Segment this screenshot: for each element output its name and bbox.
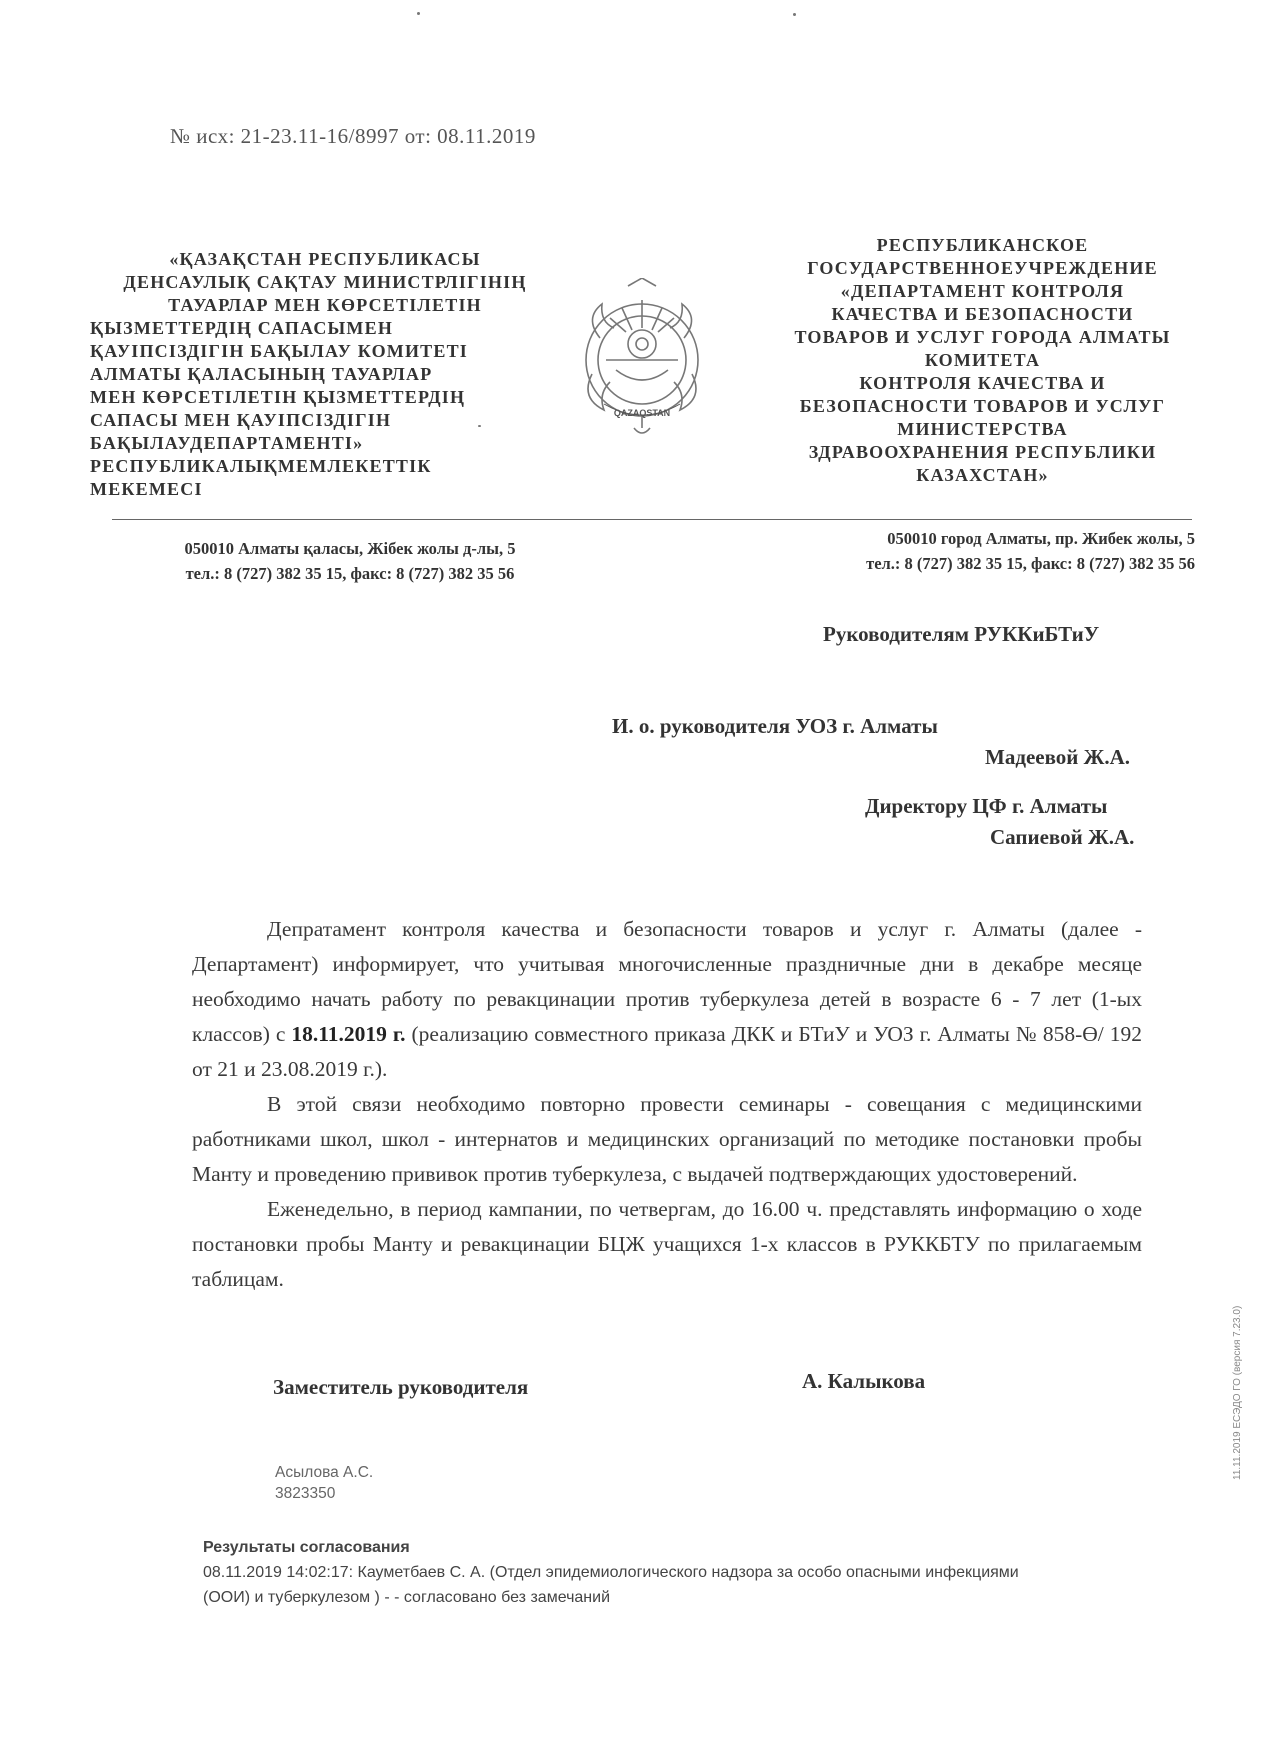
header-kazakh-line: РЕСПУБЛИКАЛЫҚМЕМЛЕКЕТТІК xyxy=(90,456,432,476)
state-emblem xyxy=(570,278,715,453)
recipient-name: Сапиевой Ж.А. xyxy=(990,825,1135,849)
header-russian xyxy=(775,234,1190,487)
header-kazakh-line: ТАУАРЛАР МЕН КӨРСЕТІЛЕТІН xyxy=(168,295,482,315)
start-date: 18.11.2019 г. xyxy=(291,1022,406,1046)
letter-body xyxy=(192,912,1142,1297)
header-kazakh-line: БАҚЫЛАУДЕПАРТАМЕНТІ» xyxy=(90,433,364,453)
header-kazakh-line: АЛМАТЫ ҚАЛАСЫНЫҢ ТАУАРЛАР xyxy=(90,364,433,384)
address-russian xyxy=(755,526,1195,576)
header-russian-line: КОНТРОЛЯ КАЧЕСТВА И xyxy=(859,373,1106,393)
scan-speck xyxy=(793,13,796,16)
approval-results xyxy=(203,1535,1163,1610)
recipient-line: И. о. руководителя УОЗ г. Алматы xyxy=(612,714,938,738)
recipient-name: Мадеевой Ж.А. xyxy=(985,745,1131,769)
header-russian-line: «ДЕПАРТАМЕНТ КОНТРОЛЯ xyxy=(840,281,1125,301)
executor-phone: 3823350 xyxy=(275,1485,336,1502)
executor-name: Асылова А.С. xyxy=(275,1464,374,1481)
address-kazakh xyxy=(115,536,585,586)
approval-line: 08.11.2019 14:02:17: Кауметбаев С. А. (Отдел эпидемиологического надзора за особо опасными инфекциями xyxy=(203,1564,1019,1581)
address-line: 050010 Алматы қаласы, Жібек жолы д-лы, 5 xyxy=(184,539,516,558)
header-russian-line: БЕЗОПАСНОСТИ ТОВАРОВ И УСЛУГ xyxy=(799,396,1166,416)
header-kazakh-line: ҚАУІПСІЗДІГІН БАҚЫЛАУ КОМИТЕТІ xyxy=(90,341,468,361)
executor-block xyxy=(275,1462,373,1504)
address-line: 050010 город Алматы, пр. Жибек жолы, 5 xyxy=(887,529,1195,548)
body-text: Депратамент контроля качества и безопасности товаров и услуг г. Алматы (далее - Департамент) информирует, что учитывая многочисленные праздничные дни в декабре месяце необходимо начать работу по ревакцинации против туберкулеза детей в возрасте 6 - 7 лет (1-ых классов) с xyxy=(192,917,1142,1046)
recipient-line: Директору ЦФ г. Алматы xyxy=(865,794,1108,818)
header-russian-line: КАЗАХСТАН» xyxy=(916,465,1049,485)
body-paragraph: В этой связи необходимо повторно провести семинары - совещания с медицинскими работниками школ, школ - интернатов и медицинских организаций по методике постановки пробы Манту и проведению прививок против туберкулеза, с выдачей подтверждающих удостоверений. xyxy=(192,1092,1142,1186)
outgoing-reference: № исх: 21-23.11-16/8997 от: 08.11.2019 xyxy=(170,124,536,148)
header-kazakh-line: МЕН КӨРСЕТІЛЕТІН ҚЫЗМЕТТЕРДІҢ xyxy=(90,387,466,407)
header-russian-line: ГОСУДАРСТВЕННОЕУЧРЕЖДЕНИЕ xyxy=(807,258,1158,278)
header-kazakh-line: «ҚАЗАҚСТАН РЕСПУБЛИКАСЫ xyxy=(169,249,481,269)
emblem-text: QAZAQSTAN xyxy=(613,408,671,418)
header-kazakh-line: ҚЫЗМЕТТЕРДІҢ САПАСЫМЕН xyxy=(90,318,394,338)
approval-line: (ООИ) и туберкулезом ) - - согласовано без замечаний xyxy=(203,1589,611,1606)
header-russian-line: РЕСПУБЛИКАНСКОЕ xyxy=(876,235,1089,255)
body-text: (реализацию совместного приказа ДКК и БТиУ и УОЗ г. Алматы № 858-Ө/ 192 от 21 и 23.08.2019 г.). xyxy=(192,1022,1142,1081)
header-kazakh-line: МЕКЕМЕСІ xyxy=(90,479,203,499)
body-paragraph xyxy=(192,912,1142,1087)
header-divider xyxy=(112,519,1192,520)
header-kazakh xyxy=(90,248,560,501)
phone-line: тел.: 8 (727) 382 35 15, факс: 8 (727) 382 35 56 xyxy=(185,564,515,583)
header-russian-line: ЗДРАВООХРАНЕНИЯ РЕСПУБЛИКИ xyxy=(808,442,1157,462)
signatory-name: А. Калыкова xyxy=(802,1369,926,1393)
approval-title: Результаты согласования xyxy=(203,1539,410,1556)
header-russian-line: ТОВАРОВ И УСЛУГ ГОРОДА АЛМАТЫ xyxy=(794,327,1171,347)
recipient-line: Руководителям РУККиБТиУ xyxy=(823,622,1100,646)
header-russian-line: КАЧЕСТВА И БЕЗОПАСНОСТИ xyxy=(831,304,1134,324)
signatory-title: Заместитель руководителя xyxy=(273,1375,529,1399)
header-kazakh-line: ДЕНСАУЛЫҚ САҚТАУ МИНИСТРЛІГІНІҢ xyxy=(123,272,527,292)
body-paragraph: Еженедельно, в период кампании, по четвергам, до 16.00 ч. представлять информацию о ходе постановки пробы Манту и ревакцинации БЦЖ учащихся 1-х классов в РУККБТУ по прилагаемым таблицам. xyxy=(192,1197,1142,1291)
header-russian-line: КОМИТЕТА xyxy=(924,350,1041,370)
edms-side-stamp: 11.11.2019 ЕСЭДО ГО (версия 7.23.0) xyxy=(1232,1305,1243,1480)
scan-speck xyxy=(417,12,420,15)
header-kazakh-line: САПАСЫ МЕН ҚАУІПСІЗДІГІН xyxy=(90,410,392,430)
phone-line: тел.: 8 (727) 382 35 15, факс: 8 (727) 382 35 56 xyxy=(866,554,1195,573)
header-russian-line: МИНИСТЕРСТВА xyxy=(897,419,1068,439)
